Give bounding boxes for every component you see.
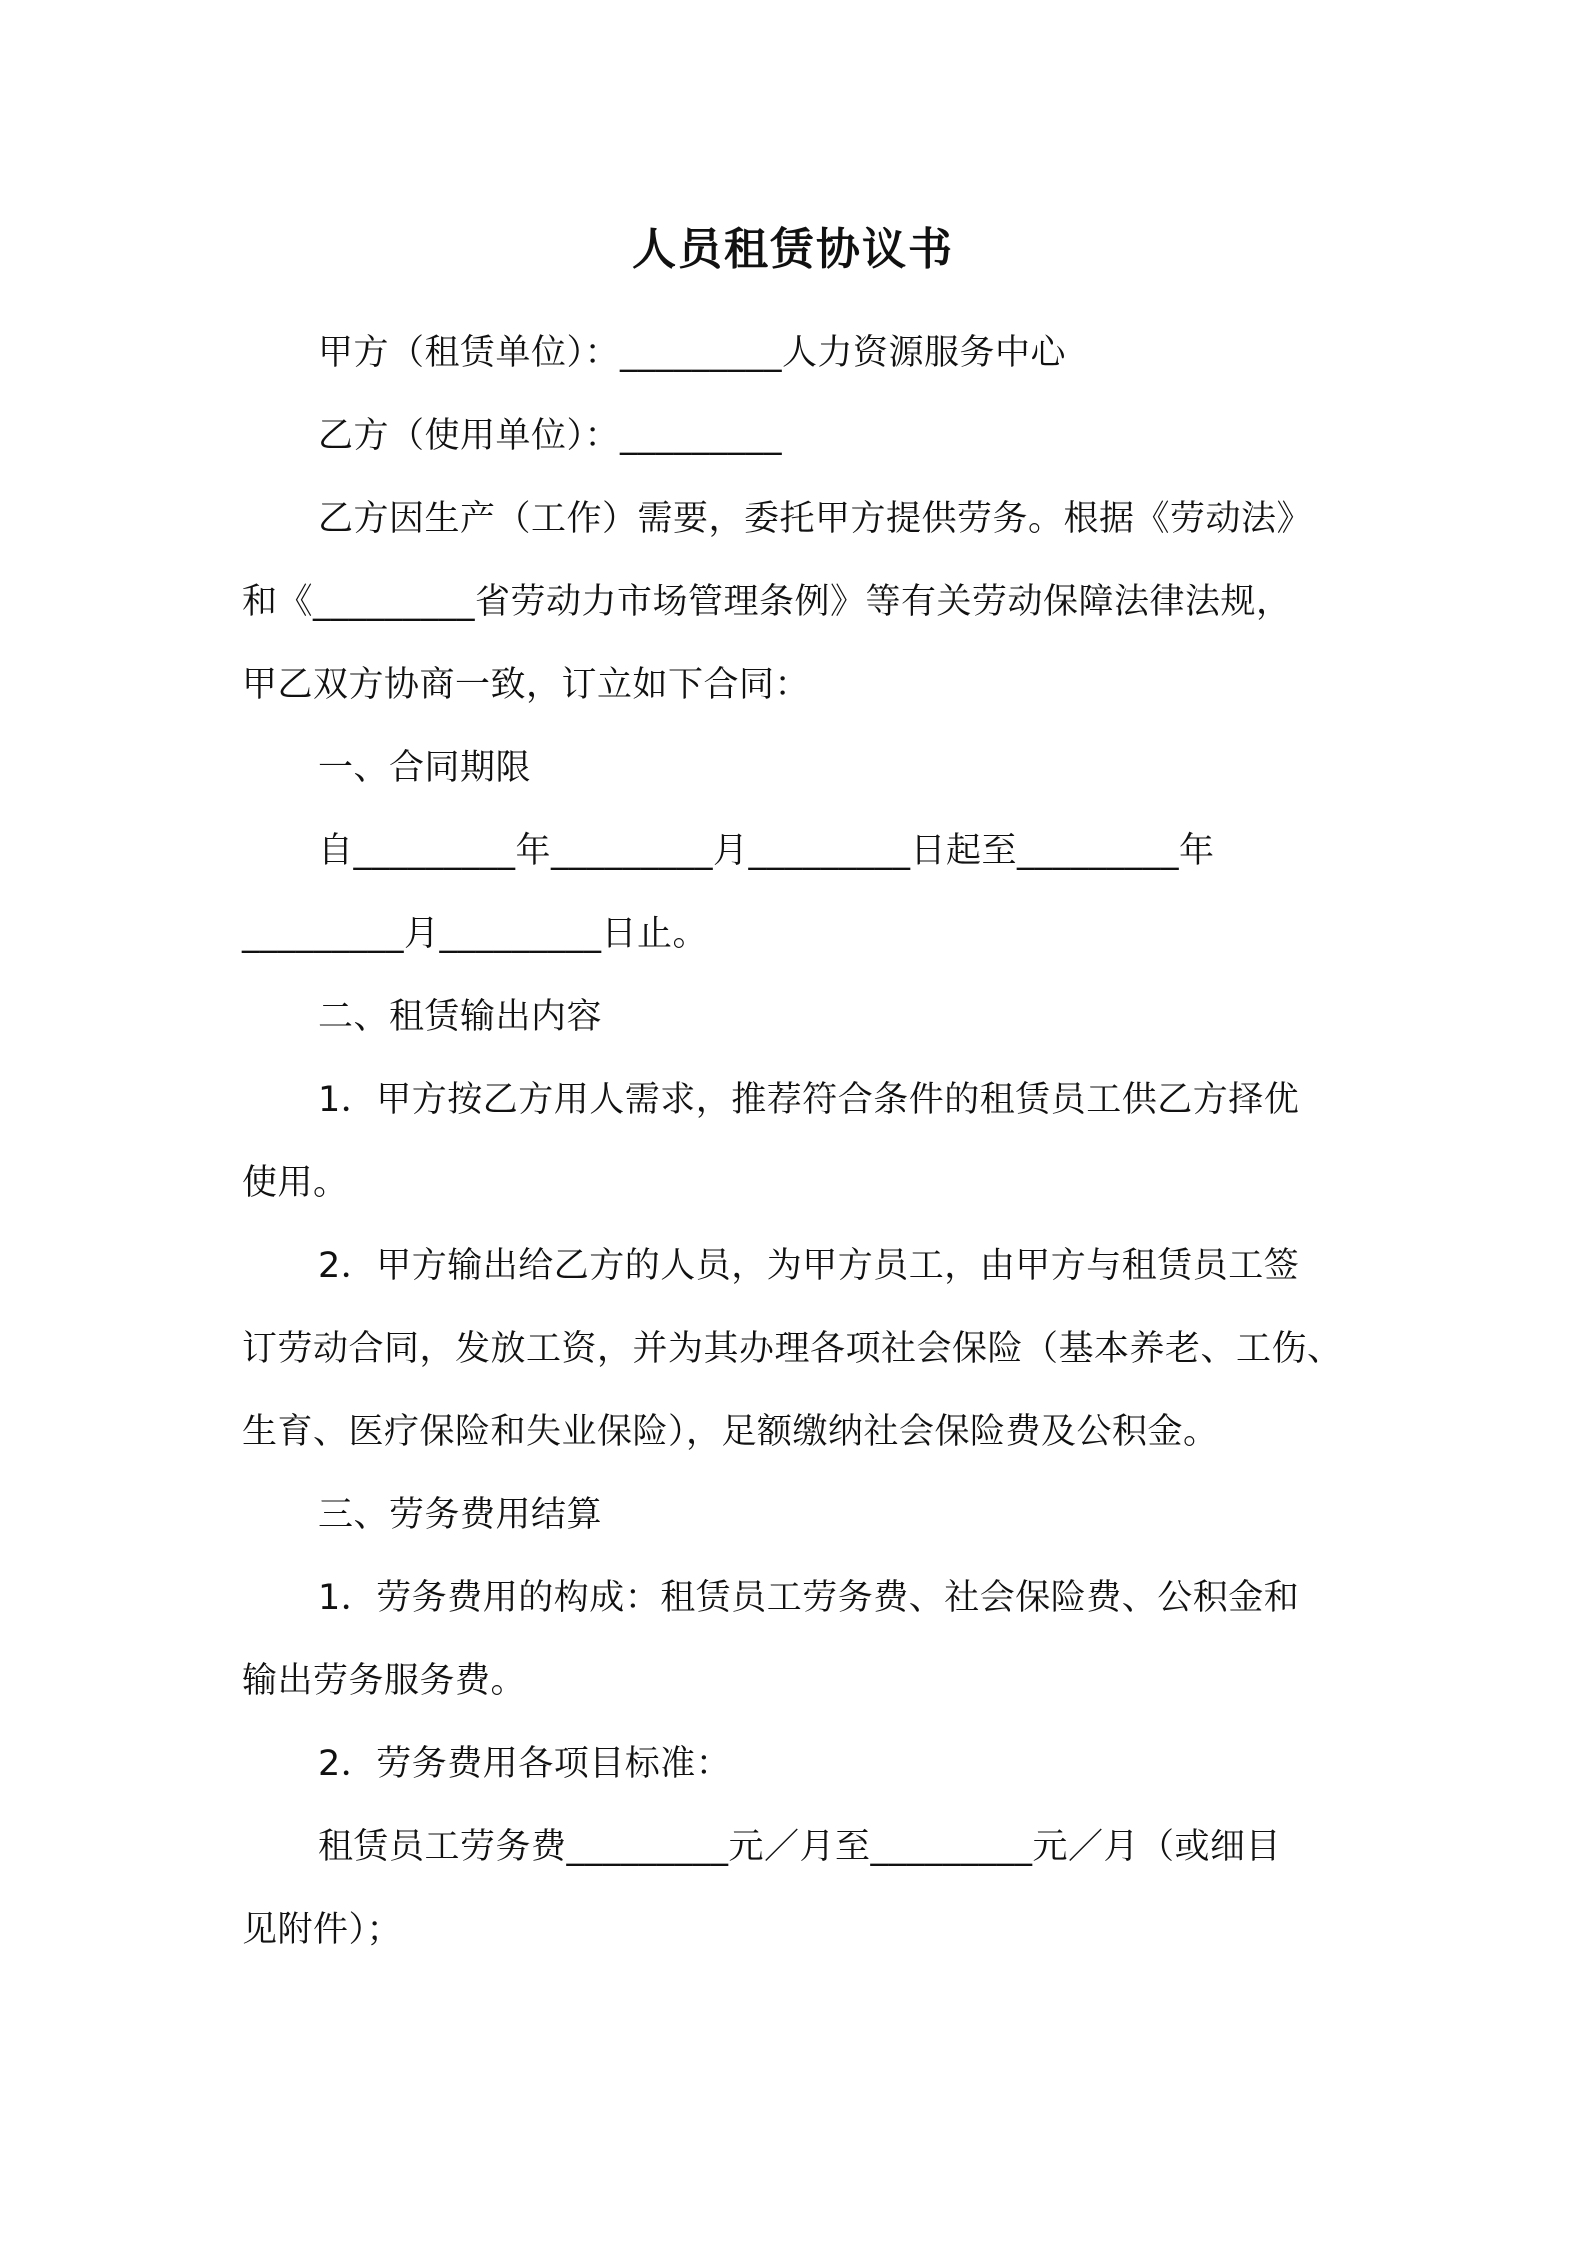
content-item-2-line-2: 订劳动合同，发放工资，并为其办理各项社会保险（基本养老、工伤、 xyxy=(242,1329,1343,1369)
term-line-1: 自_________年_________月_________日起至_________年 xyxy=(318,831,1215,871)
document-title: 人员租赁协议书 xyxy=(632,224,954,275)
content-item-1-line-1: 1．甲方按乙方用人需求，推荐符合条件的租赁员工供乙方择优 xyxy=(318,1080,1300,1120)
fee-standard-line-1: 租赁员工劳务费_________元／月至_________元／月（或细目 xyxy=(318,1827,1282,1867)
content-item-2-line-3: 生育、医疗保险和失业保险），足额缴纳社会保险费及公积金。 xyxy=(242,1412,1219,1452)
preamble-line-1: 乙方因生产（工作）需要，委托甲方提供劳务。根据《劳动法》 xyxy=(318,499,1313,539)
term-line-2: _________月_________日止。 xyxy=(242,914,709,954)
section-heading-settlement: 三、劳务费用结算 xyxy=(318,1495,603,1535)
preamble-line-3: 甲乙双方协商一致，订立如下合同： xyxy=(242,665,811,705)
content-item-1-line-2: 使用。 xyxy=(242,1163,349,1203)
preamble-line-2: 和《_________省劳动力市场管理条例》等有关劳动保障法律法规， xyxy=(242,582,1292,622)
fee-standard-line-2: 见附件）； xyxy=(242,1910,403,1950)
settlement-item-1-line-1: 1．劳务费用的构成：租赁员工劳务费、社会保险费、公积金和 xyxy=(318,1578,1300,1618)
content-item-2-line-1: 2．甲方输出给乙方的人员，为甲方员工，由甲方与租赁员工签 xyxy=(318,1246,1300,1286)
section-heading-term: 一、合同期限 xyxy=(318,748,532,788)
settlement-item-1-line-2: 输出劳务服务费。 xyxy=(242,1661,527,1701)
settlement-item-2-line-1: 2．劳务费用各项目标准： xyxy=(318,1744,732,1784)
section-heading-content: 二、租赁输出内容 xyxy=(318,997,603,1037)
party-b-line: 乙方（使用单位）：_________ xyxy=(318,416,783,456)
party-a-line: 甲方（租赁单位）：_________人力资源服务中心 xyxy=(318,333,1067,373)
